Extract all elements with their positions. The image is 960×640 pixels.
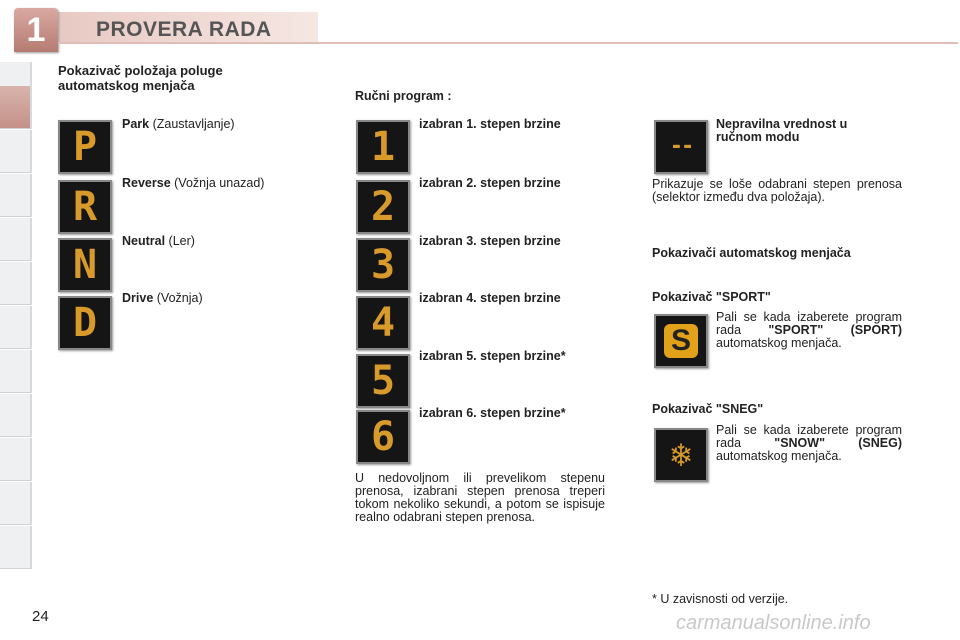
snowflake-display-icon: ❄ [654, 428, 708, 482]
gear-1-label: izabran 1. stepen brzine [419, 117, 561, 131]
gear-3-label: izabran 3. stepen brzine [419, 234, 561, 248]
desc-bold: "SNOW" (SNEG) [774, 436, 902, 450]
gear-2-display-icon: 2 [356, 180, 410, 234]
chapter-tab[interactable] [0, 438, 32, 481]
chapter-tab[interactable] [0, 262, 32, 305]
sport-desc [716, 311, 902, 350]
chapter-tab-active[interactable] [0, 86, 32, 129]
chapter-tabs [0, 62, 34, 572]
header-rule [58, 42, 958, 44]
gear-1-display-icon: 1 [356, 120, 410, 174]
chapter-tab[interactable] [0, 350, 32, 393]
chapter-number: 1 [14, 8, 58, 52]
chapter-tab[interactable] [0, 130, 32, 173]
manual-program-note: U nedovoljnom ili prevelikom stepenu prenosa, izabrani stepen prenosa treperi tokom nekoliko sekundi, a potom se ispisuje realno odabrani stepen prenosa. [355, 471, 605, 524]
gear-6-display-icon: 6 [356, 410, 410, 464]
sport-s-icon: S [664, 324, 698, 358]
desc-bold: "SPORT" (SPORT) [768, 323, 902, 337]
heading-line: ručnom modu [716, 130, 800, 144]
snow-desc [716, 424, 902, 463]
gear-name: Reverse [122, 176, 171, 190]
gear-5-display-icon: 5 [356, 354, 410, 408]
auto-indicators-heading: Pokazivači automatskog menjača [652, 246, 851, 260]
gear-5-label: izabran 5. stepen brzine* [419, 349, 566, 363]
gear-desc: (Vožnja unazad) [170, 176, 265, 190]
gear-2-label: izabran 2. stepen brzine [419, 176, 561, 190]
neutral-label [122, 235, 195, 248]
heading-line: Nepravilna vrednost u [716, 117, 848, 131]
neutral-display-icon: N [58, 238, 112, 292]
gear-desc: (Ler) [165, 234, 195, 248]
chapter-tab[interactable] [0, 218, 32, 261]
gear-name: Neutral [122, 234, 166, 248]
manual-program-heading: Ručni program : [355, 89, 452, 103]
chapter-tab[interactable] [0, 306, 32, 349]
gear-indicator-heading [58, 63, 223, 93]
sport-display-icon [654, 314, 708, 368]
watermark: carmanualsonline.info [676, 612, 871, 634]
page-header [0, 0, 960, 52]
desc-text: automatskog menjača. [716, 449, 842, 463]
snow-heading: Pokazivač "SNEG" [652, 402, 764, 416]
reverse-display-icon: R [58, 180, 112, 234]
chapter-tab[interactable] [0, 482, 32, 525]
chapter-tab[interactable] [0, 394, 32, 437]
sport-heading: Pokazivač "SPORT" [652, 290, 771, 304]
page-title: PROVERA RADA [96, 18, 272, 41]
drive-display-icon: D [58, 296, 112, 350]
page-number: 24 [32, 608, 49, 625]
park-label [122, 118, 235, 131]
heading-line: automatskog menjača [58, 78, 195, 93]
desc-text: Pali se kada izaberete program rada [716, 310, 902, 337]
park-display-icon: P [58, 120, 112, 174]
gear-desc: (Zaustavljanje) [149, 117, 235, 131]
footnote: * U zavisnosti od verzije. [652, 592, 789, 606]
desc-text: automatskog menjača. [716, 336, 842, 350]
desc-text: Pali se kada izaberete program rada [716, 423, 902, 450]
gear-4-label: izabran 4. stepen brzine [419, 291, 561, 305]
chapter-tab[interactable] [0, 174, 32, 217]
gear-name: Park [122, 117, 150, 131]
chapter-tab[interactable] [0, 526, 32, 569]
gear-6-label: izabran 6. stepen brzine* [419, 406, 566, 420]
heading-line: Pokazivač položaja poluge [58, 63, 223, 78]
invalid-value-desc: Prikazuje se loše odabrani stepen prenosa (selektor između dva položaja). [652, 177, 902, 204]
reverse-label [122, 177, 264, 190]
gear-name: Drive [122, 291, 154, 305]
invalid-value-heading [716, 118, 847, 144]
gear-desc: (Vožnja) [153, 291, 203, 305]
drive-label [122, 292, 203, 305]
invalid-gear-display-icon: -- [654, 120, 708, 174]
gear-4-display-icon: 4 [356, 296, 410, 350]
gear-3-display-icon: 3 [356, 238, 410, 292]
